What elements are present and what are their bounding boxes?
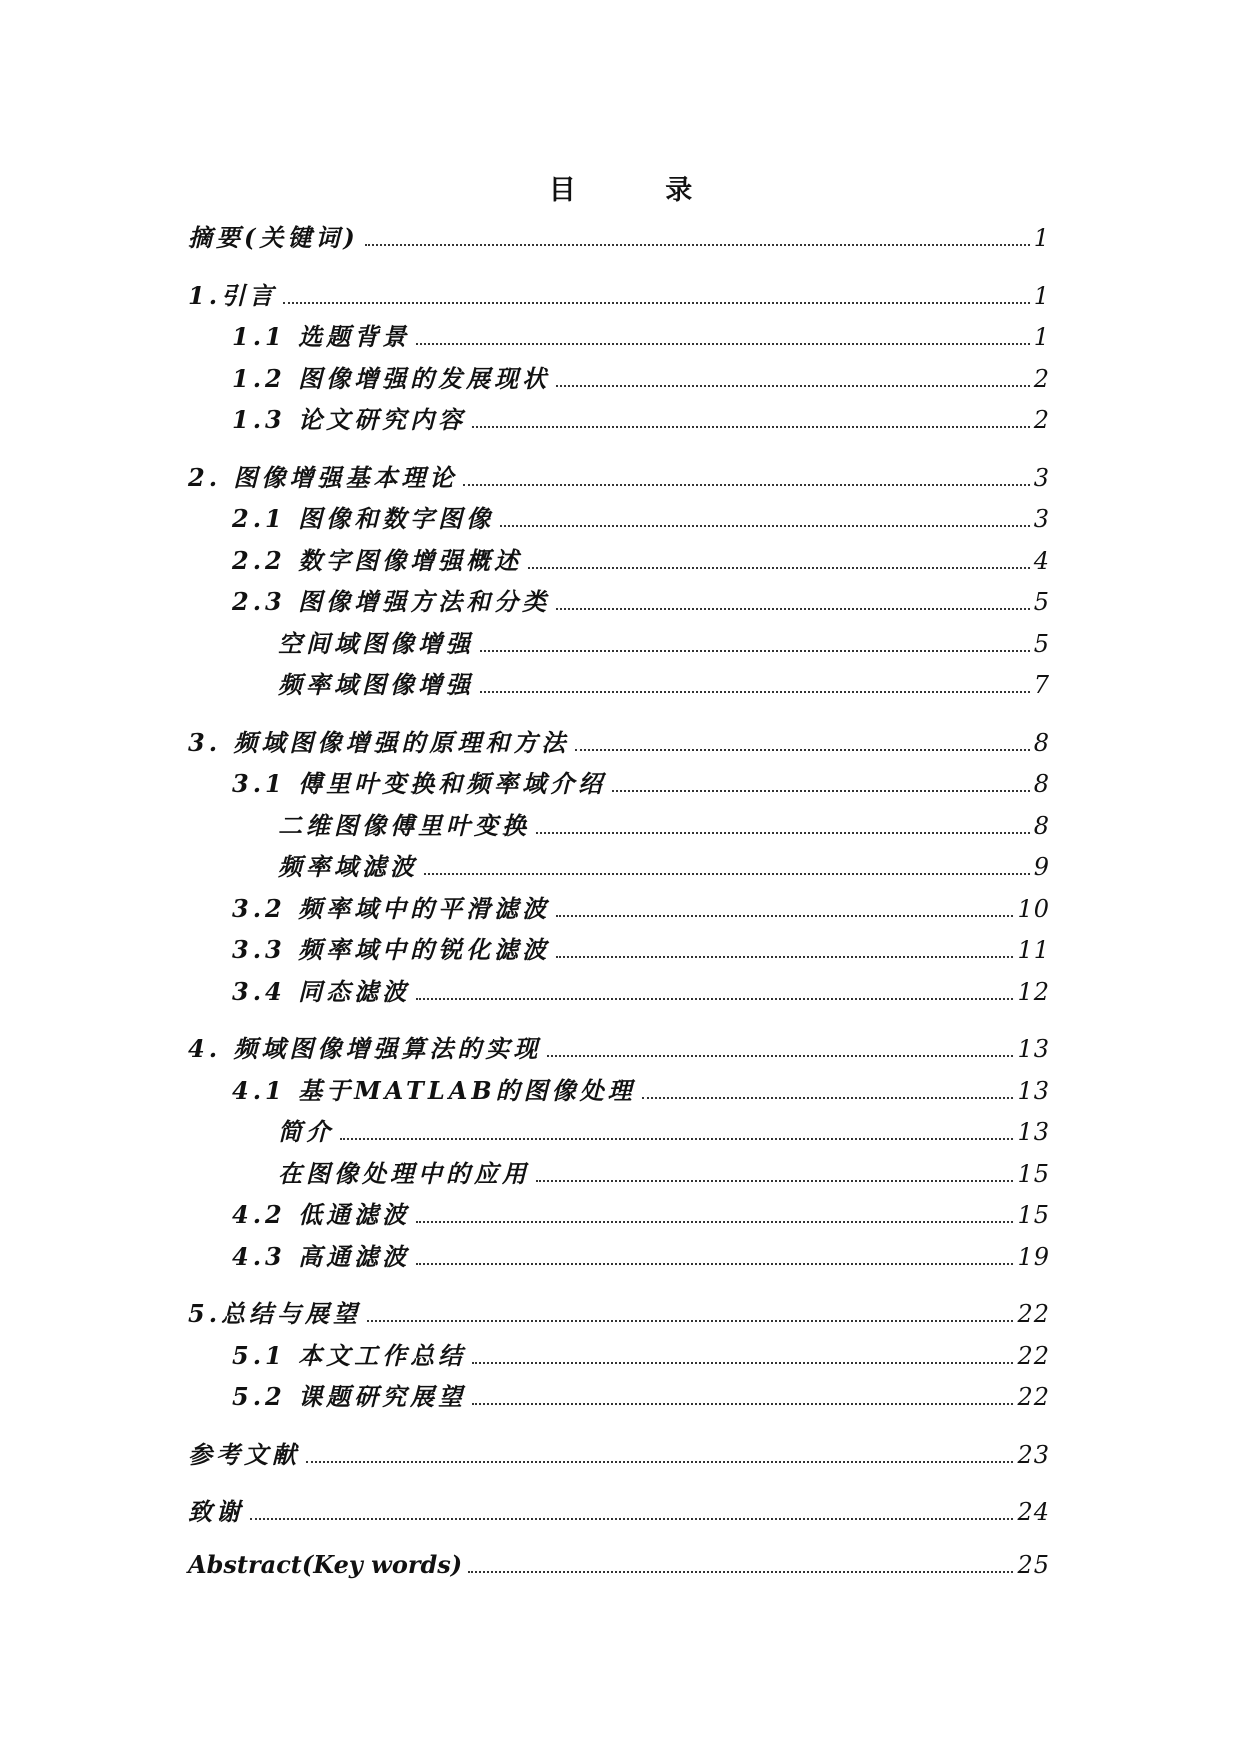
toc-entry[interactable] — [188, 930, 1050, 972]
toc-entry[interactable] — [188, 317, 1050, 359]
toc-entry-page-number: 1 — [1033, 323, 1050, 351]
toc-entry-label: 4.3 高通滤波 — [232, 1241, 411, 1271]
toc-entry-label: 4.1 基于MATLAB的图像处理 — [232, 1075, 636, 1105]
dot-leader — [416, 998, 1013, 1000]
dot-leader — [500, 525, 1030, 527]
dot-leader — [306, 1461, 1013, 1463]
toc-entry-page-number: 5 — [1033, 588, 1050, 616]
toc-entry[interactable] — [188, 972, 1050, 1014]
toc-entry[interactable] — [188, 889, 1050, 931]
toc-entry[interactable] — [188, 1294, 1050, 1336]
toc-entry[interactable] — [188, 1550, 1050, 1592]
dot-leader — [472, 426, 1030, 428]
toc-entry-label: 摘要(关键词) — [188, 223, 359, 252]
toc-entry[interactable] — [188, 400, 1050, 442]
dot-leader — [416, 343, 1030, 345]
toc-entry[interactable] — [188, 458, 1050, 500]
dot-leader — [642, 1097, 1014, 1099]
toc-entry[interactable] — [188, 723, 1050, 765]
toc-entry-label: 致谢 — [188, 1497, 244, 1526]
dot-leader — [463, 484, 1029, 486]
toc-entry-label: Abstract(Key words) — [188, 1549, 463, 1579]
toc-entry-label: 1.1 选题背景 — [232, 322, 411, 351]
toc-entry[interactable] — [188, 806, 1050, 848]
toc-entry[interactable] — [188, 218, 1050, 260]
toc-entry-label: 3.1 傅里叶变换和频率域介绍 — [232, 769, 607, 798]
toc-entry-label: 3.3 频率域中的锐化滤波 — [232, 935, 551, 964]
toc-entry[interactable] — [188, 499, 1050, 541]
dot-leader — [612, 790, 1030, 792]
toc-entry-label: 5.总结与展望 — [188, 1299, 362, 1328]
dot-leader — [528, 567, 1030, 569]
toc-entry-page-number: 2 — [1033, 364, 1050, 393]
dot-leader — [416, 1263, 1013, 1265]
dot-leader — [536, 1180, 1013, 1182]
toc-entry-page-number: 11 — [1017, 936, 1050, 964]
toc-entry[interactable] — [188, 1071, 1050, 1113]
dot-leader — [283, 302, 1030, 304]
dot-leader — [367, 1320, 1013, 1322]
toc-entry-label: 5.1 本文工作总结 — [232, 1340, 467, 1370]
dot-leader — [556, 956, 1013, 958]
toc-entry-label: 3.2 频率域中的平滑滤波 — [232, 893, 551, 923]
toc-entry-page-number: 25 — [1017, 1550, 1050, 1579]
toc-entry[interactable] — [188, 1029, 1050, 1071]
toc-entry[interactable] — [188, 847, 1050, 889]
toc-entry-label: 4.2 低通滤波 — [232, 1200, 411, 1229]
toc-entry[interactable] — [188, 1492, 1050, 1534]
toc-entry-label: 在图像处理中的应用 — [278, 1158, 530, 1188]
toc-entry-page-number: 9 — [1033, 853, 1050, 881]
toc-entry-label: 2.1 图像和数字图像 — [232, 504, 495, 533]
dot-leader — [575, 749, 1029, 751]
toc-entry-label: 3.4 同态滤波 — [232, 976, 411, 1006]
dot-leader — [365, 244, 1030, 246]
dot-leader — [547, 1055, 1013, 1057]
toc-entry-page-number: 23 — [1017, 1440, 1050, 1469]
toc-entry[interactable] — [188, 1237, 1050, 1279]
toc-entry[interactable] — [188, 764, 1050, 806]
toc-entry-page-number: 15 — [1017, 1159, 1050, 1188]
toc-entry-page-number: 8 — [1033, 811, 1050, 840]
toc-entry[interactable] — [188, 276, 1050, 318]
dot-leader — [536, 832, 1030, 834]
dot-leader — [340, 1138, 1013, 1140]
dot-leader — [472, 1403, 1013, 1405]
dot-leader — [556, 915, 1013, 917]
toc-entry[interactable] — [188, 665, 1050, 707]
toc-entry-label: 1.3 论文研究内容 — [232, 405, 467, 434]
toc-entry[interactable] — [188, 1377, 1050, 1419]
toc-entry-page-number: 22 — [1017, 1300, 1050, 1328]
toc-entry[interactable] — [188, 1154, 1050, 1196]
dot-leader — [556, 385, 1030, 387]
toc-entry-label: 频率域图像增强 — [278, 670, 474, 699]
dot-leader — [480, 650, 1030, 652]
toc-entry-page-number: 3 — [1033, 463, 1050, 492]
toc-entry-label: 2.2 数字图像增强概述 — [232, 545, 523, 575]
toc-entry[interactable] — [188, 1435, 1050, 1477]
toc-entry[interactable] — [188, 1112, 1050, 1154]
toc-entry-label: 二维图像傅里叶变换 — [278, 810, 530, 840]
toc-entry-label: 频率域滤波 — [278, 852, 418, 881]
toc-entry-label: 空间域图像增强 — [278, 628, 474, 658]
toc-entry-page-number: 8 — [1033, 728, 1050, 757]
toc-entry-label: 3. 频域图像增强的原理和方法 — [188, 727, 570, 757]
toc-entry-page-number: 7 — [1033, 671, 1050, 699]
toc-entry[interactable] — [188, 582, 1050, 624]
toc-entry-page-number: 13 — [1017, 1076, 1050, 1105]
toc-entry-label: 1.引言 — [188, 280, 278, 310]
toc-entry-label: 5.2 课题研究展望 — [232, 1382, 467, 1411]
toc-entry-page-number: 22 — [1017, 1383, 1050, 1411]
toc-entry-page-number: 19 — [1017, 1242, 1050, 1271]
toc-entry-page-number: 13 — [1017, 1118, 1050, 1146]
toc-entry-page-number: 2 — [1033, 406, 1050, 434]
toc-entry-page-number: 13 — [1017, 1035, 1050, 1063]
toc-entry-label: 2.3 图像增强方法和分类 — [232, 587, 551, 616]
toc-entry[interactable] — [188, 541, 1050, 583]
toc-entry-page-number: 3 — [1033, 505, 1050, 533]
toc-entry-page-number: 15 — [1017, 1201, 1050, 1229]
toc-entry-label: 4. 频域图像增强算法的实现 — [188, 1034, 542, 1063]
dot-leader — [472, 1362, 1013, 1364]
toc-entry-page-number: 4 — [1033, 546, 1050, 575]
toc-entry-label: 参考文献 — [188, 1439, 300, 1469]
toc-entry-label: 简介 — [278, 1117, 334, 1146]
dot-leader — [556, 608, 1030, 610]
toc-entry-page-number: 22 — [1017, 1341, 1050, 1370]
toc-entry[interactable] — [188, 1195, 1050, 1237]
toc-entry-label: 2. 图像增强基本理论 — [188, 462, 458, 492]
toc-entry[interactable] — [188, 359, 1050, 401]
page-title: 目 录 — [548, 175, 733, 206]
toc-entry-page-number: 24 — [1017, 1498, 1050, 1526]
dot-leader — [424, 873, 1030, 875]
dot-leader — [416, 1221, 1013, 1223]
dot-leader — [468, 1571, 1013, 1573]
toc-entry-page-number: 12 — [1017, 977, 1050, 1006]
toc-entry[interactable] — [188, 1336, 1050, 1378]
dot-leader — [480, 691, 1030, 693]
toc-entry-page-number: 1 — [1033, 224, 1050, 252]
toc-entry[interactable] — [188, 624, 1050, 666]
toc-entry-page-number: 5 — [1033, 629, 1050, 658]
dot-leader — [250, 1518, 1013, 1520]
toc-entry-label: 1.2 图像增强的发展现状 — [232, 363, 551, 393]
toc-entry-page-number: 10 — [1017, 894, 1050, 923]
table-of-contents — [188, 218, 1050, 1591]
toc-entry-page-number: 8 — [1033, 770, 1050, 798]
toc-entry-page-number: 1 — [1033, 281, 1050, 310]
